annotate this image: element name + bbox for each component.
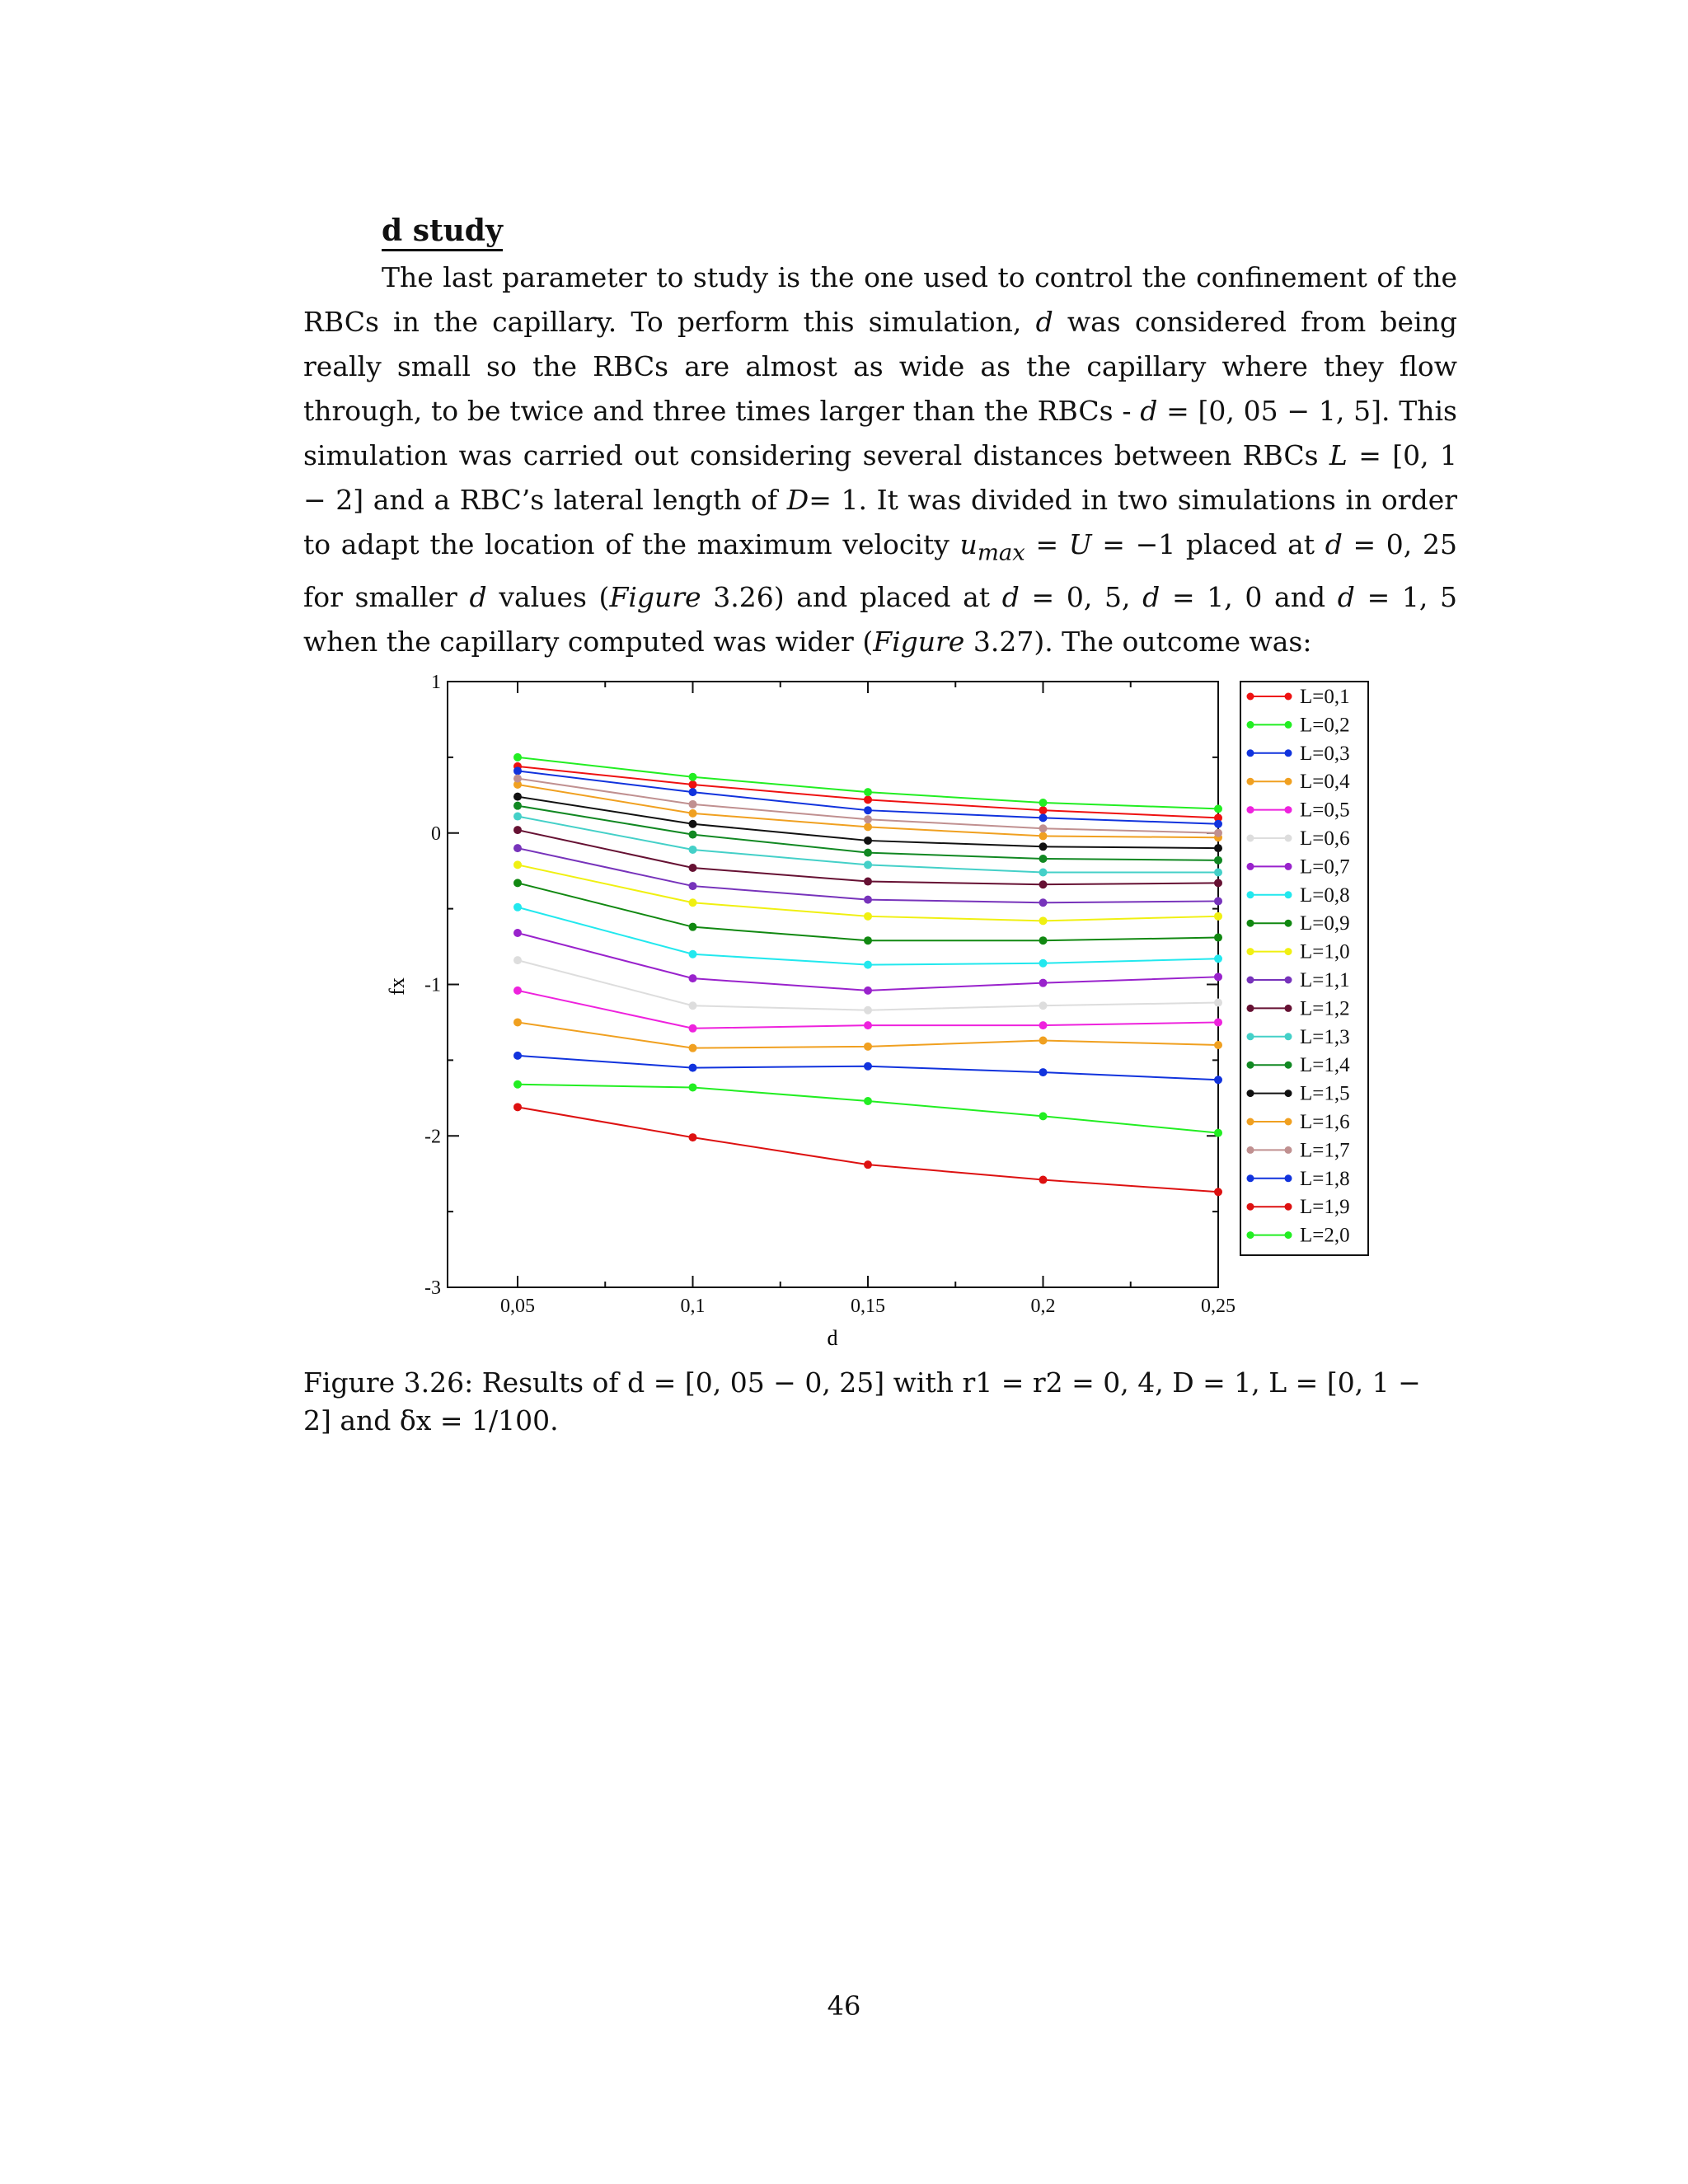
data-point [689,923,697,931]
math-var: U [1068,528,1092,560]
data-point [689,846,697,854]
data-point [1214,1076,1222,1084]
legend-marker [1285,806,1292,813]
text-run: = 1. It was divided in two simulations in order to adapt the location of the maximum velocity [303,484,1457,560]
math-var: d [1142,580,1160,613]
text-run: = 0, 5, [1031,580,1131,613]
legend-label: L=0,9 [1300,912,1350,935]
math-var: D [786,484,809,516]
legend-label: L=0,2 [1300,714,1350,737]
text-run: = [1035,528,1059,560]
data-point [513,879,522,887]
data-point [513,753,522,762]
text-run: = −1 placed at [1102,528,1315,560]
data-point [513,1052,522,1060]
legend-marker [1247,891,1254,898]
data-point [1039,869,1048,877]
data-point [1214,912,1222,921]
data-point [1214,844,1222,852]
data-point [513,1080,522,1089]
data-point [864,912,872,921]
data-point [689,831,697,839]
legend-marker [1285,778,1292,785]
data-point [689,800,697,808]
legend-marker [1247,778,1254,785]
legend-marker [1247,1118,1254,1126]
legend-marker [1247,835,1254,842]
section-heading: d study [382,214,503,251]
data-point [1214,1041,1222,1049]
math-var: d [1001,580,1020,613]
data-point [689,882,697,890]
series-line [518,883,1218,940]
data-point [1214,829,1222,837]
text-run: 3.26) and placed at [713,580,991,613]
data-point [513,844,522,852]
legend-marker [1285,977,1292,984]
data-point [689,974,697,982]
legend-label: L=1,6 [1300,1111,1350,1133]
legend-label: L=1,1 [1300,969,1350,991]
legend-marker [1285,835,1292,842]
data-point [1039,842,1048,851]
data-point [1039,1068,1048,1076]
data-point [1039,1036,1048,1044]
data-point [1214,804,1222,813]
data-point [513,802,522,810]
legend-marker [1285,693,1292,701]
data-point [1039,936,1048,944]
data-point [1039,959,1048,968]
legend-marker [1247,749,1254,757]
legend-marker [1285,749,1292,757]
data-point [864,1062,872,1071]
y-tick-label: 0 [431,823,441,845]
legend-label: L=1,7 [1300,1139,1350,1162]
math-var: d [469,580,487,613]
legend-label: L=1,5 [1300,1082,1350,1105]
legend-label: L=1,9 [1300,1196,1350,1219]
data-point [513,860,522,869]
legend-marker [1285,863,1292,870]
legend-marker [1285,1090,1292,1097]
legend-label: L=0,7 [1300,855,1350,879]
data-point [864,849,872,857]
data-point [689,820,697,828]
legend-label: L=0,1 [1300,686,1350,708]
data-point [1039,916,1048,925]
data-point [513,1103,522,1111]
legend-marker [1247,1146,1254,1154]
data-point [1214,1188,1222,1196]
legend-marker [1285,1118,1292,1126]
text-run: = 1, 5 when the capillary computed was wider ( [303,580,1458,658]
data-point [1039,799,1048,807]
data-point [864,896,872,904]
data-point [689,780,697,789]
legend-marker [1247,1231,1254,1239]
x-tick-label: 0,1 [680,1296,706,1317]
legend-marker [1285,1203,1292,1211]
y-tick-label: -1 [424,974,441,996]
data-point [864,1160,872,1169]
text-run: = [0, 05 − 1, 5]. This simulation was carried out considering several distances between RBCs [303,395,1457,471]
text-run: The last parameter to study is the one used to control the confinement of the RBCs in the capillary. To perform this simulation, [303,261,1457,338]
text-run: = 1, 0 and [1171,580,1326,613]
data-point [864,1043,872,1051]
data-point [689,788,697,796]
data-point [1039,1176,1048,1184]
legend-marker [1247,948,1254,955]
data-point [689,773,697,781]
line-chart [379,672,1385,1356]
data-point [513,813,522,821]
legend-marker [1285,1146,1292,1154]
page-number: 46 [827,1990,861,2022]
data-point [864,961,872,969]
data-point [864,823,872,831]
legend-label: L=2,0 [1300,1224,1350,1247]
legend-marker [1285,920,1292,927]
data-point [513,1018,522,1026]
data-point [1039,898,1048,907]
figure-ref: Figure [609,580,701,613]
data-point [689,809,697,818]
math-var: d [1140,395,1158,427]
data-point [1039,813,1048,822]
data-point [1039,1001,1048,1010]
data-point [513,929,522,937]
data-point [689,1044,697,1052]
legend-marker [1247,1174,1254,1182]
text-run: was considered from being really small so the RBCs are almost as wide as the capillary where they flow through, to be twice and three times larger than the RBCs - [303,306,1457,427]
legend-label: L=1,4 [1300,1054,1350,1077]
legend-label: L=0,5 [1300,799,1350,822]
data-point [513,826,522,834]
math-subscript: max [977,539,1025,566]
data-point [513,956,522,964]
data-point [689,950,697,958]
data-point [1039,1112,1048,1120]
data-point [513,987,522,995]
data-point [1039,855,1048,863]
data-point [864,837,872,845]
legend-marker [1285,948,1292,955]
data-point [1214,934,1222,942]
legend-marker [1247,1062,1254,1069]
data-point [689,1064,697,1072]
data-point [1039,880,1048,888]
data-point [864,806,872,814]
data-point [1214,856,1222,865]
y-axis-label: fx [385,977,409,996]
data-point [1214,999,1222,1007]
data-point [864,788,872,796]
legend-marker [1247,1203,1254,1211]
data-point [864,860,872,869]
data-point [864,1006,872,1015]
data-point [1039,979,1048,987]
legend-marker [1285,721,1292,729]
data-point [1039,832,1048,840]
legend-marker [1247,977,1254,984]
y-tick-label: -3 [424,1277,441,1299]
math-var: L [1329,439,1348,471]
legend-marker [1247,1090,1254,1097]
x-axis-label: d [827,1326,838,1350]
data-point [1214,1018,1222,1026]
legend-marker [1285,1174,1292,1182]
legend-label: L=1,8 [1300,1167,1350,1190]
body-paragraph [303,255,1457,664]
data-point [864,878,872,886]
text-run: 3.27). The outcome was: [973,625,1312,658]
data-point [1039,824,1048,832]
legend-label: L=1,2 [1300,997,1350,1020]
data-point [689,1024,697,1033]
legend-marker [1247,693,1254,701]
legend-marker [1285,1033,1292,1040]
data-point [1039,806,1048,814]
math-var: d [1337,580,1355,613]
text-run: = [0, 1 − 2] and a RBC’s lateral length of [303,439,1457,516]
legend-label: L=1,3 [1300,1025,1350,1048]
data-point [1214,820,1222,828]
caption-text: Results of d = [0, 05 − 0, 25] with r1 = r2 = 0, 4, D = 1, L = [0, 1 − 2] and δx = 1/100. [303,1366,1421,1436]
math-var: d [1325,528,1343,560]
data-point [864,815,872,823]
legend-marker [1247,1033,1254,1040]
legend-marker [1247,863,1254,870]
text-run: = 0, 25 for smaller [303,528,1457,613]
data-point [689,864,697,872]
data-point [864,1021,872,1029]
y-tick-label: -2 [424,1126,441,1148]
text-run: values ( [499,580,610,613]
data-point [1214,1129,1222,1137]
data-point [689,1133,697,1141]
legend-marker [1247,721,1254,729]
legend-marker [1247,806,1254,813]
math-var: u [959,528,978,560]
series-line [518,1107,1218,1192]
data-point [1214,869,1222,877]
figure-ref: Figure [873,625,965,658]
math-var: d [1035,306,1053,338]
legend-marker [1285,1062,1292,1069]
data-point [1214,879,1222,887]
data-point [864,1097,872,1105]
x-tick-label: 0,2 [1030,1296,1056,1317]
legend-marker [1285,891,1292,898]
data-point [864,936,872,944]
data-point [513,903,522,912]
legend-label: L=1,0 [1300,940,1350,963]
data-point [513,793,522,801]
legend-label: L=0,6 [1300,827,1350,850]
data-point [864,987,872,995]
data-point [1214,954,1222,963]
legend-marker [1285,1005,1292,1012]
legend-marker [1247,1005,1254,1012]
data-point [689,1083,697,1091]
legend-marker [1247,920,1254,927]
legend-label: L=0,3 [1300,742,1350,765]
x-tick-label: 0,15 [851,1296,885,1317]
legend-label: L=0,8 [1300,883,1350,907]
data-point [1214,972,1222,981]
data-point [513,766,522,775]
plot-area-frame [448,682,1218,1287]
data-point [1039,1021,1048,1029]
data-point [513,775,522,783]
caption-label: Figure 3.26: [303,1366,474,1399]
data-point [1214,897,1222,905]
data-point [689,1001,697,1010]
legend-marker [1285,1231,1292,1239]
y-tick-label: 1 [431,672,441,693]
figure-caption [303,1364,1457,1440]
legend-label: L=0,4 [1300,771,1350,794]
data-point [689,898,697,907]
x-tick-label: 0,25 [1201,1296,1236,1317]
data-point [864,795,872,804]
x-tick-label: 0,05 [500,1296,535,1317]
